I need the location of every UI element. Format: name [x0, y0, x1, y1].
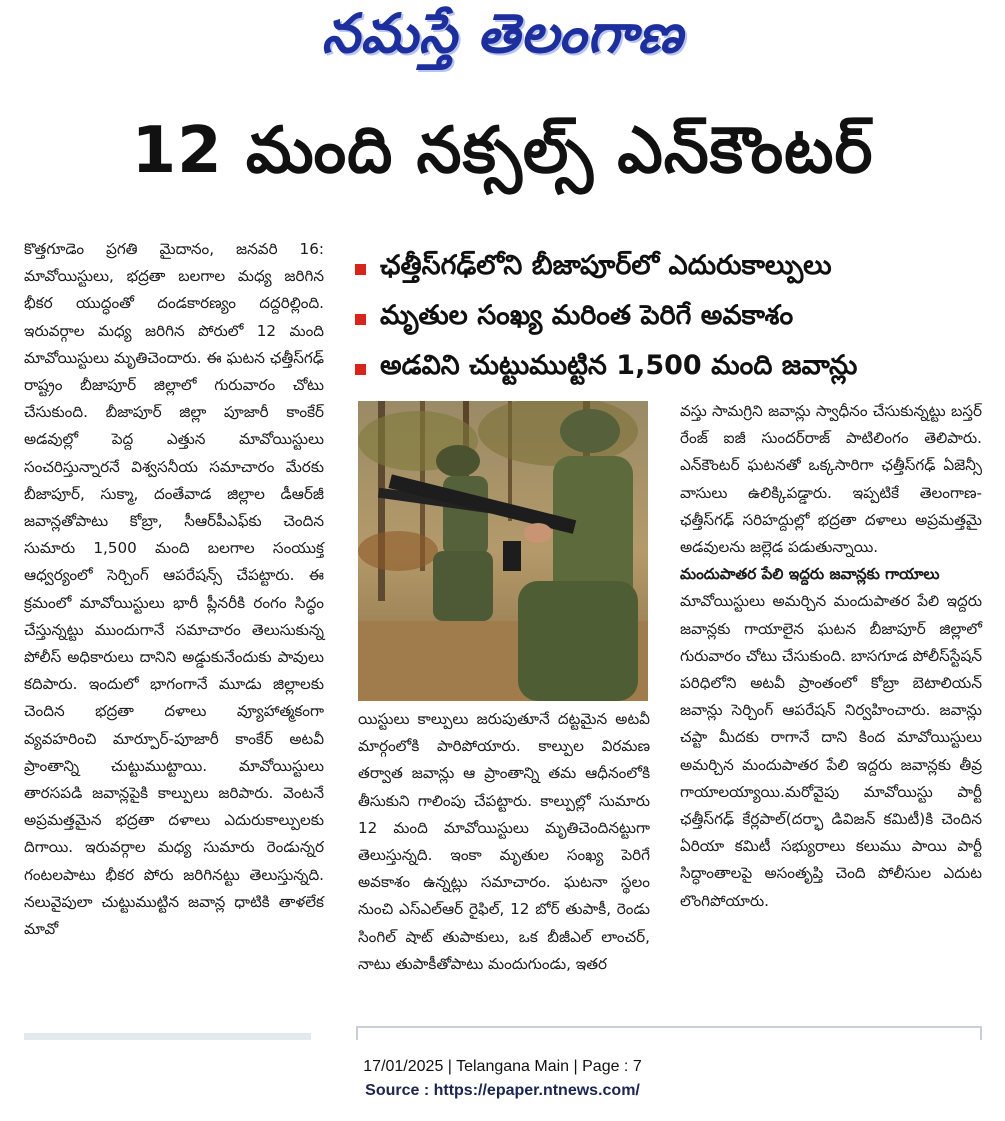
highlight-item	[355, 244, 985, 294]
article-column-middle	[358, 706, 650, 978]
article-headline: 12 మంది నక్సల్స్ ఎన్‌కౌంటర్	[131, 113, 874, 188]
paragraph: వస్తు సామగ్రిని జవాన్లు స్వాధీనం చేసుకున్నట్టు బస్తర్ రేంజ్ ఐజీ సుందర్‌రాజ్ పాటిలింగం తెలిపారు. ఎన్‌కౌంటర్ ఘటనతో ఒక్కసారిగా ఛత్తీస్‌గఢ్ ఏజెన్సీ వాసులు ఉలిక్కిపడ్డారు. ఇప్పటికే తెలంగాణ-ఛత్తీస్‌గఢ్ సరిహద్దుల్లో భద్రతా దళాలు అప్రమత్తమై అడవులను జల్లెడ పడుతున్నాయి.	[680, 402, 982, 557]
bullet-square-icon	[355, 314, 366, 325]
highlight-item	[355, 344, 985, 394]
article-column-right	[680, 398, 982, 915]
paragraph: మావోయిస్టులు అమర్చిన మందుపాతర పేలి ఇద్దరు జవాన్లకు గాయాలైన ఘటన బీజాపూర్ జిల్లాలో గురువారం చోటు చేసుకుంది. బాసగూడ పోలీస్‌స్టేషన్ పరిధిలోని అటవీ ప్రాంతంలో కోబ్రా బెటాలియన్ జవాన్లు సెర్చింగ్ ఆపరేషన్ నిర్వహించారు. జవాన్లు చప్టా మీదకు రాగానే దాని కింద మావోయిస్టులు అమర్చిన మందుపాతర పేలి ఇద్దరు జవాన్లకు తీవ్ర గాయాలయ్యాయి.మరోవైపు మావోయిస్టు పార్టీ ఛత్తీస్‌గఢ్ కేర్లపాల్(దర్భా డివిజన్ కమిటీ)కి చెందిన ఏరియా కమిటీ సభ్యురాలు కలుము పాయి పార్టీ సిద్ధాంతాలపై అసంతృప్తి చెంది పోలీసుల ఎదుట లొంగిపోయారు.	[680, 592, 982, 910]
divider	[356, 1026, 982, 1028]
paragraph: యిస్టులు కాల్పులు జరుపుతూనే దట్టమైన అటవీ మార్గంలోకి పారిపోయారు. కాల్పుల విరమణ తర్వాత జవాన్లు ఆ ప్రాంతాన్ని తమ ఆధీనంలోకి తీసుకుని గాలింపు చేపట్టారు. కాల్పుల్లో సుమారు 12 మంది మావోయిస్టులు మృతిచెందినట్టుగా తెలుస్తున్నది. ఇంకా మృతుల సంఖ్య పెరిగే అవకాశం ఉన్నట్లు సమాచారం. ఘటనా స్థలం నుంచి ఎస్‌ఎల్‌ఆర్ రైఫిల్, 12 బోర్ తుపాకీ, రెండు సింగిల్ షాట్ తుపాకులు, ఒక బీజీఎల్ లాంచర్, నాటు తుపాకీతోపాటు మందుగుండు, ఇతర	[358, 710, 650, 973]
divider	[356, 1026, 358, 1040]
highlight-text: మృతుల సంఖ్య మరింత పెరిగే అవకాశం	[380, 300, 794, 331]
divider	[980, 1026, 982, 1040]
source-link[interactable]: Source : https://epaper.ntnews.com/	[365, 1082, 640, 1099]
soldiers-photo-illustration	[358, 401, 648, 701]
paragraph: కొత్తగూడెం ప్రగతి మైదానం, జనవరి 16: మావోయిస్టులు, భద్రతా బలగాల మధ్య జరిగిన భీకర యుద్ధంతో దండకారణ్యం దద్దరిల్లింది. ఇరువర్గాల మధ్య జరిగిన పోరులో 12 మంది మావోయిస్టులు మృతిచెందారు. ఈ ఘటన ఛత్తీస్‌గఢ్ రాష్ట్రం బీజాపూర్ జిల్లాలో గురువారం చోటు చేసుకుంది. బీజాపూర్ జిల్లా పూజారీ కాంకేర్ అడవుల్లో పెద్ద ఎత్తున మావోయిస్టులు సంచరిస్తున్నారనే విశ్వసనీయ సమాచారం మేరకు బీజాపూర్, సుక్మా, దంతేవాడ జిల్లాల డీఆర్‌జీ జవాన్లతోపాటు కోబ్రా, సీఆర్‌పీఎఫ్‌కు చెందిన సుమారు 1,500 మంది బలగాల సంయుక్త ఆధ్వర్యంలో సెర్చింగ్ ఆపరేషన్స్ చేపట్టారు. ఈ క్రమంలో మావోయిస్టులు భారీ ప్లీనరీకి రంగం సిద్ధం చేస్తున్నట్టు ముందుగానే సమాచారం తెలుసుకున్న పోలీస్ అధికారులు దానిని అడ్డుకునేందుకు పావులు కదిపారు. ఇందులో భాగంగానే మూడు జిల్లాలకు చెందిన భద్రతా దళాలు వ్యూహాత్మకంగా వ్యవహరించి మార్పూర్-పూజారీ కాంకేర్ అటవీ ప్రాంతాన్ని చుట్టుముట్టాయి. మావోయిస్టులు తారసపడి జవాన్లపైకి కాల్పులు జరిపారు. వెంటనే అప్రమత్తమైన భద్రతా దళాలు ఎదురుకాల్పులకు దిగాయి. ఇరువర్గాల మధ్య సుమారు రెండున్నర గంటలపాటు భీకర పోరు జరిగినట్టు తెలుస్తున్నది. నలువైపులా చుట్టుముట్టిన జవాన్ల ధాటికి తాళలేక మావో	[24, 240, 324, 939]
highlights-list	[355, 244, 985, 394]
article-column-left	[24, 236, 324, 943]
newspaper-logo: నమస్తే తెలంగాణ	[321, 1, 684, 65]
highlight-item	[355, 294, 985, 344]
masthead	[0, 0, 1005, 80]
bullet-square-icon	[355, 264, 366, 275]
divider	[24, 1033, 311, 1040]
edition-info: 17/01/2025 | Telangana Main | Page : 7	[363, 1058, 642, 1075]
article-photo	[358, 401, 648, 701]
highlight-text: అడవిని చుట్టుముట్టిన 1,500 మంది జవాన్లు	[380, 350, 858, 381]
bullet-square-icon	[355, 364, 366, 375]
highlight-text: ఛత్తీస్‌గఢ్‌లోని బీజాపూర్‌లో ఎదురుకాల్పులు	[380, 250, 832, 281]
subheading: మందుపాతర పేలి ఇద్దరు జవాన్లకు గాయాలు	[680, 565, 940, 584]
